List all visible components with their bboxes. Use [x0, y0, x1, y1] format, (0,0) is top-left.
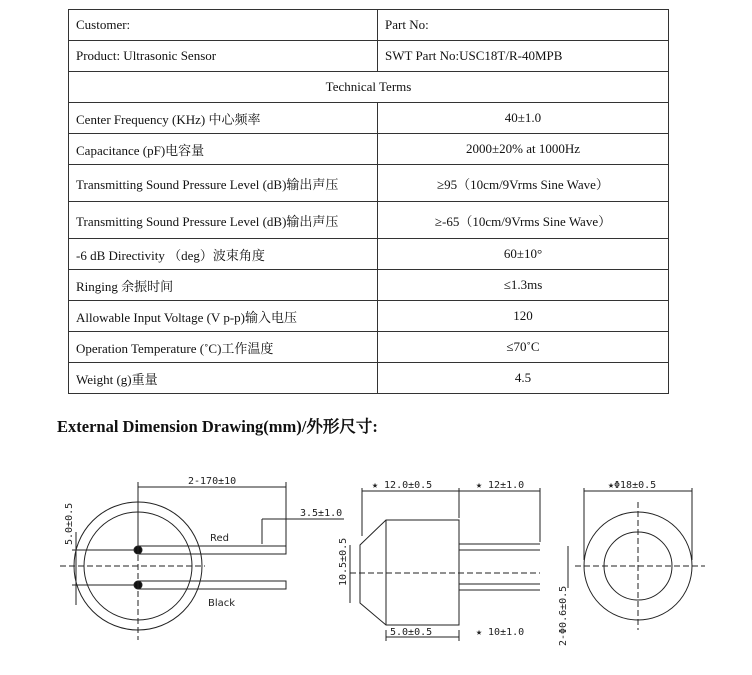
dim-body-width: ★ 12.0±0.5: [372, 480, 433, 491]
dimension-drawing: [0, 440, 752, 675]
spec-row: [69, 332, 669, 363]
part-no-cell: Part No:: [378, 10, 669, 41]
red-lead: [138, 546, 286, 554]
spec-row: [69, 103, 669, 134]
technical-terms-header: Technical Terms: [69, 72, 669, 103]
spec-label: Center Frequency (KHz) 中心频率: [69, 103, 378, 134]
spec-row: [69, 165, 669, 202]
spec-value: 2000±20% at 1000Hz: [378, 134, 669, 165]
spec-label: Transmitting Sound Pressure Level (dB)输出声压: [69, 202, 378, 239]
dim-pin-mid: ★ 10±1.0: [476, 627, 525, 638]
swt-part-cell: SWT Part No:USC18T/R-40MPB: [378, 41, 669, 72]
spec-label: -6 dB Directivity （deg）波束角度: [69, 239, 378, 270]
dim-lead-length-mid: ★ 12±1.0: [476, 480, 525, 491]
spec-label: Transmitting Sound Pressure Level (dB)输出声压: [69, 165, 378, 202]
spec-row: [69, 134, 669, 165]
dim-pin-diameter: 2-Φ0.6±0.5: [558, 585, 569, 646]
spec-row: [69, 239, 669, 270]
dim-height: 10.5±0.5: [338, 537, 349, 586]
spec-row: [69, 363, 669, 394]
dim-base: 5.0±0.5: [390, 627, 433, 638]
spec-value: 60±10°: [378, 239, 669, 270]
spec-value: ≤1.3ms: [378, 270, 669, 301]
spec-value: 4.5: [378, 363, 669, 394]
spec-table: [68, 9, 669, 394]
drawing-heading: External Dimension Drawing(mm)/外形尺寸:: [57, 417, 378, 436]
black-lead: [138, 581, 286, 589]
dim-diameter: ★Φ18±0.5: [608, 480, 657, 491]
spec-value: 40±1.0: [378, 103, 669, 134]
left-view: [60, 482, 344, 640]
spec-value: ≥-65（10cm/9Vrms Sine Wave）: [378, 202, 669, 239]
black-label: Black: [208, 598, 236, 609]
spec-row: [69, 301, 669, 332]
spec-row: [69, 202, 669, 239]
spec-label: Operation Temperature (˚C)工作温度: [69, 332, 378, 363]
spec-label: Allowable Input Voltage (V p-p)输入电压: [69, 301, 378, 332]
dim-lead-length: 2-170±10: [188, 476, 237, 487]
front-view: [568, 488, 705, 630]
spec-value: 120: [378, 301, 669, 332]
product-cell: Product: Ultrasonic Sensor: [69, 41, 378, 72]
dim-pin-spacing: 5.0±0.5: [64, 502, 75, 545]
dim-pin-length: 3.5±1.0: [300, 508, 343, 519]
side-view: [350, 488, 540, 641]
spec-label: Capacitance (pF)电容量: [69, 134, 378, 165]
customer-cell: Customer:: [69, 10, 378, 41]
spec-label: Weight (g)重量: [69, 363, 378, 394]
spec-label: Ringing 余振时间: [69, 270, 378, 301]
spec-value: ≥95（10cm/9Vrms Sine Wave）: [378, 165, 669, 202]
spec-row: [69, 270, 669, 301]
red-label: Red: [210, 533, 229, 544]
spec-value: ≤70˚C: [378, 332, 669, 363]
